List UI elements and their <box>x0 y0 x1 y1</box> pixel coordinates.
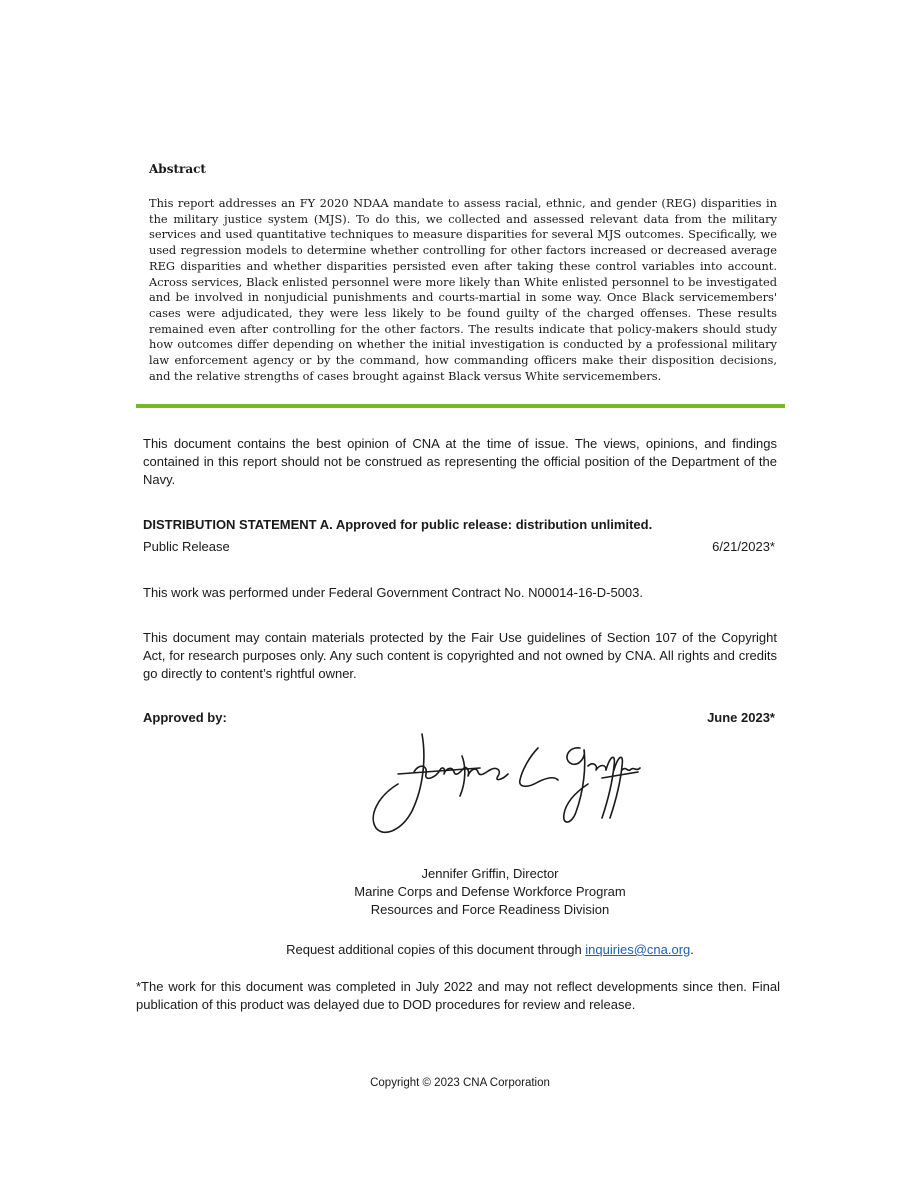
approval-row <box>143 710 775 725</box>
request-prefix: Request additional copies of this document through <box>286 942 586 957</box>
release-date: 6/21/2023* <box>712 539 775 554</box>
footnote: *The work for this document was completed in July 2022 and may not reflect developments since then. Final publication of this product was delayed due to DOD procedures for review and release. <box>136 979 780 1012</box>
approval-date: June 2023* <box>707 710 775 725</box>
approval-label: Approved by: <box>143 710 227 725</box>
signer-division: Resources and Force Readiness Division <box>370 902 610 917</box>
contract-statement: This work was performed under Federal Government Contract No. N00014-16-D-5003. <box>143 585 644 600</box>
abstract-heading: Abstract <box>149 162 206 176</box>
signer-name-title: Jennifer Griffin, Director <box>421 866 559 881</box>
distribution-statement: DISTRIBUTION STATEMENT A. Approved for public release: distribution unlimited. <box>143 517 653 532</box>
request-suffix: . <box>690 942 694 957</box>
fair-use-notice: This document may contain materials protected by the Fair Use guidelines of Section 107 of the Copyright Act, for research purposes only. Any such content is copyrighted and not owned by CNA. All rights and credits go directly to content’s rightful owner. <box>143 630 777 681</box>
release-row <box>143 539 775 554</box>
release-label: Public Release <box>143 539 230 554</box>
request-copies-line <box>160 942 820 957</box>
opinion-disclaimer: This document contains the best opinion of CNA at the time of issue. The views, opinions, and findings contained in this report should not be construed as representing the official position of the Department of the Navy. <box>143 436 777 487</box>
signer-block <box>300 865 680 919</box>
signer-program: Marine Corps and Defense Workforce Program <box>354 884 626 899</box>
copyright: Copyright © 2023 CNA Corporation <box>370 1077 550 1089</box>
signature-icon <box>362 726 652 844</box>
section-divider <box>136 404 785 408</box>
abstract-body: This report addresses an FY 2020 NDAA mandate to assess racial, ethnic, and gender (REG) disparities in the military justice system (MJS). To do this, we collected and assessed relevant data from the military services and used quantitative techniques to measure disparities for several MJS outcomes. Specifically, we used regression models to determine whether controlling for other factors increased or decreased average REG disparities and whether disparities persisted even after taking these control variables into account. Across services, Black enlisted personnel were more likely than White enlisted personnel to be investigated and be involved in nonjudicial punishments and courts-martial in some way. Once Black servicemembers' cases were adjudicated, they were less likely to be found guilty of the charged offenses. These results remained even after controlling for the other factors. The results indicate that policy-makers should study how outcomes differ depending on whether the initial investigation is conducted by a professional military law enforcement agency or by the command, how commanding officers make their disposition decisions, and the relative strengths of cases brought against Black versus White servicemembers. <box>149 196 777 383</box>
inquiries-email-link[interactable]: inquiries@cna.org <box>585 942 691 957</box>
